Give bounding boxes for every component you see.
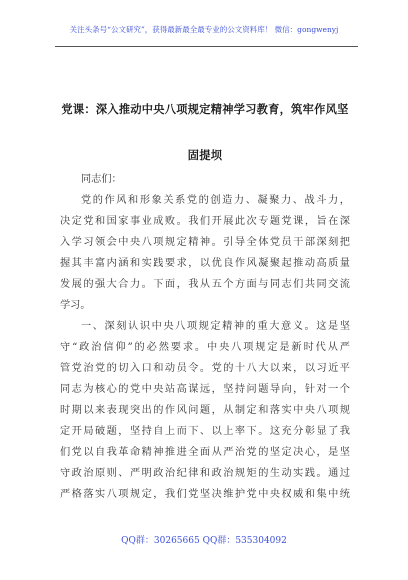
bottom-banner: QQ群：30265665 QQ群：535304092: [121, 536, 287, 546]
body-line: 管党治党的切入口和动员令。党的十八大以来，以习近平: [60, 363, 350, 374]
body-line: 一、深刻认识中央八项规定精神的重大意义。这是坚: [81, 321, 350, 332]
body-line: 决定党和国家事业成败。我们开展此次专题党课，旨在深: [60, 216, 350, 227]
document-title-line-1: 党课：深入推动中央八项规定精神学习教育，筑牢作风坚: [61, 102, 349, 116]
body-line: 守“政治信仰”的必然要求。中央八项规定是新时代从严: [60, 342, 350, 353]
salutation: 同志们：: [81, 174, 122, 185]
body-line: 握其丰富内涵和实践要求，以优良作风凝聚起推动高质量: [60, 258, 350, 269]
body-line: 们党以自我革命精神推进全面从严治党的坚定决心，是坚: [60, 447, 350, 458]
body-line: 守政治原则、严明政治纪律和政治规矩的生动实践。通过: [60, 468, 350, 479]
body-line: 学习。: [60, 300, 91, 311]
body-line: 严格落实八项规定，我们党坚决维护党中央权威和集中统: [60, 489, 350, 500]
document-title-line-2: 固提坝: [187, 148, 223, 162]
body-line: 同志为核心的党中央站高谋远，坚持问题导向，针对一个: [60, 384, 350, 395]
body-line: 党的作风和形象关系党的创造力、凝聚力、战斗力，: [81, 195, 350, 206]
header-divider: [55, 46, 358, 47]
body-line: 发展的强大合力。下面，我从五个方面与同志们共同交流: [60, 279, 350, 290]
body-line: 时期以来表现突出的作风问题，从制定和落实中央八项规: [60, 405, 350, 416]
top-banner: 关注头条号“公文研究”，获得最新最全最专业的公文资料库！ 微信：gongwenyj: [69, 25, 339, 34]
body-line: 定开局破题，坚持自上而下、以上率下。这充分彰显了我: [60, 426, 350, 437]
body-line: 入学习领会中央八项规定精神。引导全体党员干部深刻把: [60, 237, 350, 248]
